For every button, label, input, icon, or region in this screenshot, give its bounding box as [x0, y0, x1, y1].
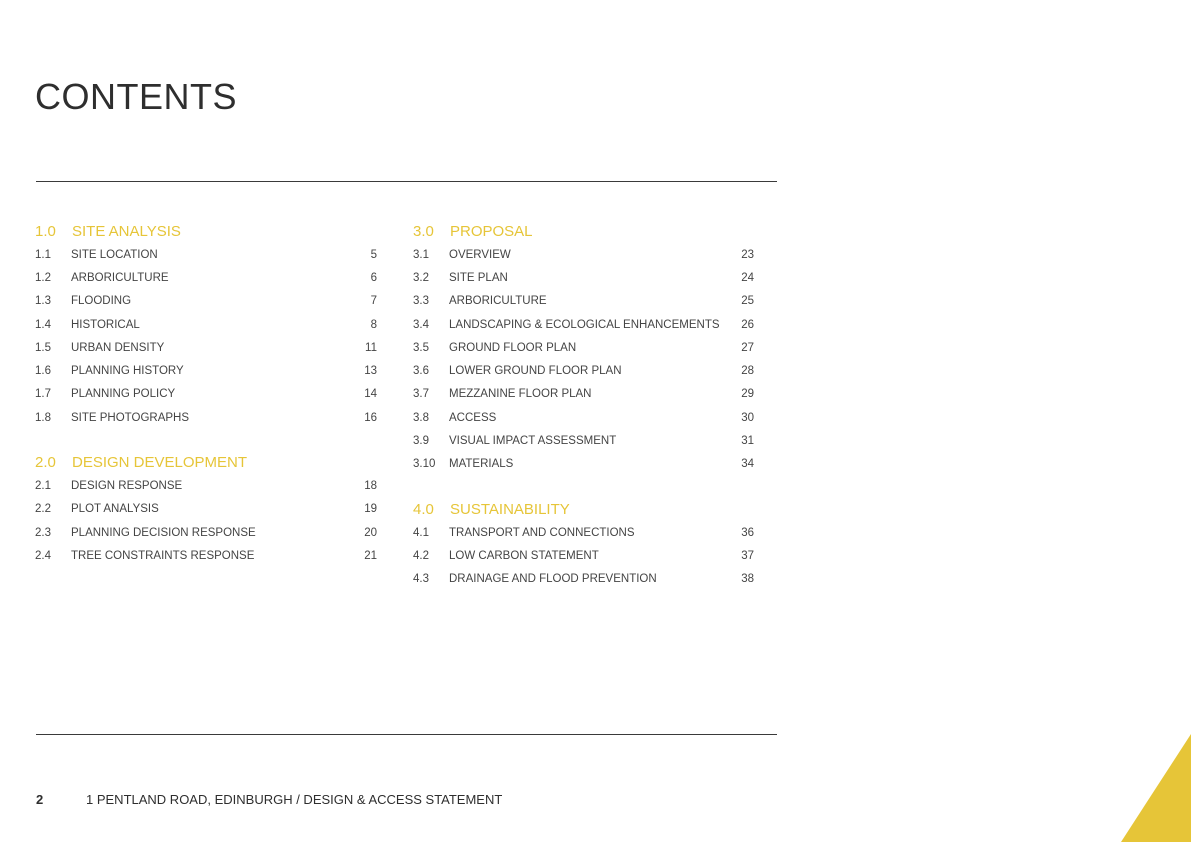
- section-design-development: [35, 451, 377, 567]
- section-title: SUSTAINABILITY: [450, 500, 570, 518]
- section-number: 1.0: [35, 223, 56, 240]
- contents-column-right: [413, 220, 754, 591]
- entry-page: 29: [741, 388, 754, 401]
- entry-page: 13: [364, 365, 377, 378]
- entry-number: 2.2: [35, 503, 51, 516]
- entry-page: 31: [741, 435, 754, 448]
- entry-number: 3.6: [413, 365, 429, 378]
- entry-label: HISTORICAL: [71, 318, 140, 331]
- toc-entry[interactable]: [413, 336, 754, 359]
- toc-entry[interactable]: [35, 290, 377, 313]
- toc-entry[interactable]: [413, 383, 754, 406]
- entry-number: 3.4: [413, 318, 429, 331]
- entry-number: 1.6: [35, 365, 51, 378]
- entry-page: 11: [365, 341, 377, 354]
- section-heading: [413, 498, 754, 521]
- entry-page: 19: [364, 503, 377, 516]
- entry-number: 1.1: [35, 248, 51, 261]
- entry-number: 3.8: [413, 411, 429, 424]
- section-number: 4.0: [413, 500, 434, 518]
- toc-entry[interactable]: [35, 313, 377, 336]
- entry-page: 8: [370, 318, 377, 331]
- entry-page: 27: [741, 341, 754, 354]
- section-heading: [35, 220, 377, 243]
- entry-page: 20: [364, 526, 377, 539]
- entry-page: 6: [370, 271, 377, 284]
- entry-page: 38: [741, 573, 754, 586]
- entry-label: TRANSPORT AND CONNECTIONS: [449, 526, 635, 539]
- entry-page: 16: [364, 411, 377, 424]
- toc-entry[interactable]: [413, 568, 754, 591]
- section-site-analysis: [35, 220, 377, 429]
- entry-label: FLOODING: [71, 295, 132, 308]
- entry-page: 37: [741, 549, 754, 562]
- entry-page: 5: [370, 248, 377, 261]
- entry-number: 1.7: [35, 388, 51, 401]
- entry-label: TREE CONSTRAINTS RESPONSE: [71, 549, 255, 562]
- entry-number: 1.2: [35, 271, 51, 284]
- entry-label: OVERVIEW: [449, 248, 511, 261]
- corner-triangle: [1121, 734, 1191, 842]
- toc-entry[interactable]: [35, 498, 377, 521]
- toc-entry[interactable]: [35, 266, 377, 289]
- entry-page: 30: [741, 411, 754, 424]
- entry-page: 21: [364, 549, 377, 562]
- toc-entry[interactable]: [35, 544, 377, 567]
- toc-entry[interactable]: [413, 290, 754, 313]
- entry-number: 4.2: [413, 549, 429, 562]
- footer-page-number: 2: [36, 792, 44, 807]
- entry-number: 2.3: [35, 526, 51, 539]
- entry-number: 1.5: [35, 341, 51, 354]
- entry-label: MATERIALS: [449, 458, 514, 471]
- toc-entry[interactable]: [413, 453, 754, 476]
- entry-label: VISUAL IMPACT ASSESSMENT: [449, 435, 617, 448]
- section-number: 3.0: [413, 223, 434, 240]
- footer-document-title: 1 PENTLAND ROAD, EDINBURGH / DESIGN & ACCESS STATEMENT: [86, 792, 503, 807]
- entry-page: 18: [364, 480, 377, 493]
- entry-number: 1.3: [35, 295, 51, 308]
- entry-number: 3.2: [413, 271, 429, 284]
- toc-entry[interactable]: [413, 406, 754, 429]
- entry-label: PLANNING HISTORY: [71, 365, 184, 378]
- entry-label: DRAINAGE AND FLOOD PREVENTION: [449, 573, 657, 586]
- entry-label: ACCESS: [449, 411, 497, 424]
- toc-entry[interactable]: [35, 359, 377, 382]
- section-title: SITE ANALYSIS: [72, 223, 181, 240]
- toc-entry[interactable]: [35, 336, 377, 359]
- toc-entry[interactable]: [413, 266, 754, 289]
- entry-label: SITE LOCATION: [71, 248, 158, 261]
- section-heading: [413, 220, 754, 243]
- entry-page: 14: [364, 388, 377, 401]
- entry-number: 2.4: [35, 549, 51, 562]
- entry-number: 3.5: [413, 341, 429, 354]
- entry-label: MEZZANINE FLOOR PLAN: [449, 388, 592, 401]
- entry-number: 3.7: [413, 388, 429, 401]
- toc-entry[interactable]: [413, 544, 754, 567]
- section-proposal: [413, 220, 754, 476]
- top-divider: [36, 181, 777, 182]
- toc-entry[interactable]: [413, 313, 754, 336]
- entry-page: 34: [741, 458, 754, 471]
- section-number: 2.0: [35, 454, 56, 472]
- entry-label: LOWER GROUND FLOOR PLAN: [449, 365, 622, 378]
- toc-entry[interactable]: [413, 521, 754, 544]
- contents-column-left: [35, 220, 377, 568]
- toc-entry[interactable]: [35, 243, 377, 266]
- toc-entry[interactable]: [413, 359, 754, 382]
- toc-entry[interactable]: [413, 243, 754, 266]
- entry-label: URBAN DENSITY: [71, 341, 165, 354]
- page-title: CONTENTS: [35, 76, 237, 117]
- entry-page: 28: [741, 365, 754, 378]
- entry-number: 1.4: [35, 318, 51, 331]
- entry-label: SITE PHOTOGRAPHS: [71, 411, 190, 424]
- entry-label: LANDSCAPING & ECOLOGICAL ENHANCEMENTS: [449, 318, 720, 331]
- section-title: DESIGN DEVELOPMENT: [72, 454, 248, 472]
- entry-number: 3.3: [413, 295, 429, 308]
- entry-number: 3.10: [413, 458, 436, 471]
- section-title: PROPOSAL: [450, 223, 533, 240]
- toc-entry[interactable]: [35, 406, 377, 429]
- entry-page: 23: [741, 248, 754, 261]
- toc-entry[interactable]: [35, 521, 377, 544]
- section-sustainability: [413, 498, 754, 591]
- entry-label: SITE PLAN: [449, 271, 508, 284]
- entry-number: 3.1: [413, 248, 429, 261]
- entry-label: ARBORICULTURE: [71, 271, 169, 284]
- entry-label: LOW CARBON STATEMENT: [449, 549, 599, 562]
- entry-page: 36: [741, 526, 754, 539]
- entry-number: 1.8: [35, 411, 51, 424]
- entry-number: 4.3: [413, 573, 429, 586]
- yellow-triangle-icon: [1121, 734, 1191, 842]
- entry-label: DESIGN RESPONSE: [71, 480, 183, 493]
- entry-page: 24: [741, 271, 754, 284]
- entry-label: PLANNING POLICY: [71, 388, 176, 401]
- entry-label: GROUND FLOOR PLAN: [449, 341, 577, 354]
- entry-page: 7: [370, 295, 377, 308]
- toc-entry[interactable]: [35, 383, 377, 406]
- entry-label: PLANNING DECISION RESPONSE: [71, 526, 256, 539]
- entry-number: 4.1: [413, 526, 429, 539]
- entry-page: 25: [741, 295, 754, 308]
- bottom-divider: [36, 734, 777, 735]
- toc-entry[interactable]: [413, 429, 754, 452]
- entry-label: ARBORICULTURE: [449, 295, 547, 308]
- entry-number: 2.1: [35, 480, 51, 493]
- entry-number: 3.9: [413, 435, 429, 448]
- toc-entry[interactable]: [35, 474, 377, 497]
- entry-label: PLOT ANALYSIS: [71, 503, 159, 516]
- entry-page: 26: [741, 318, 754, 331]
- section-heading: [35, 451, 377, 474]
